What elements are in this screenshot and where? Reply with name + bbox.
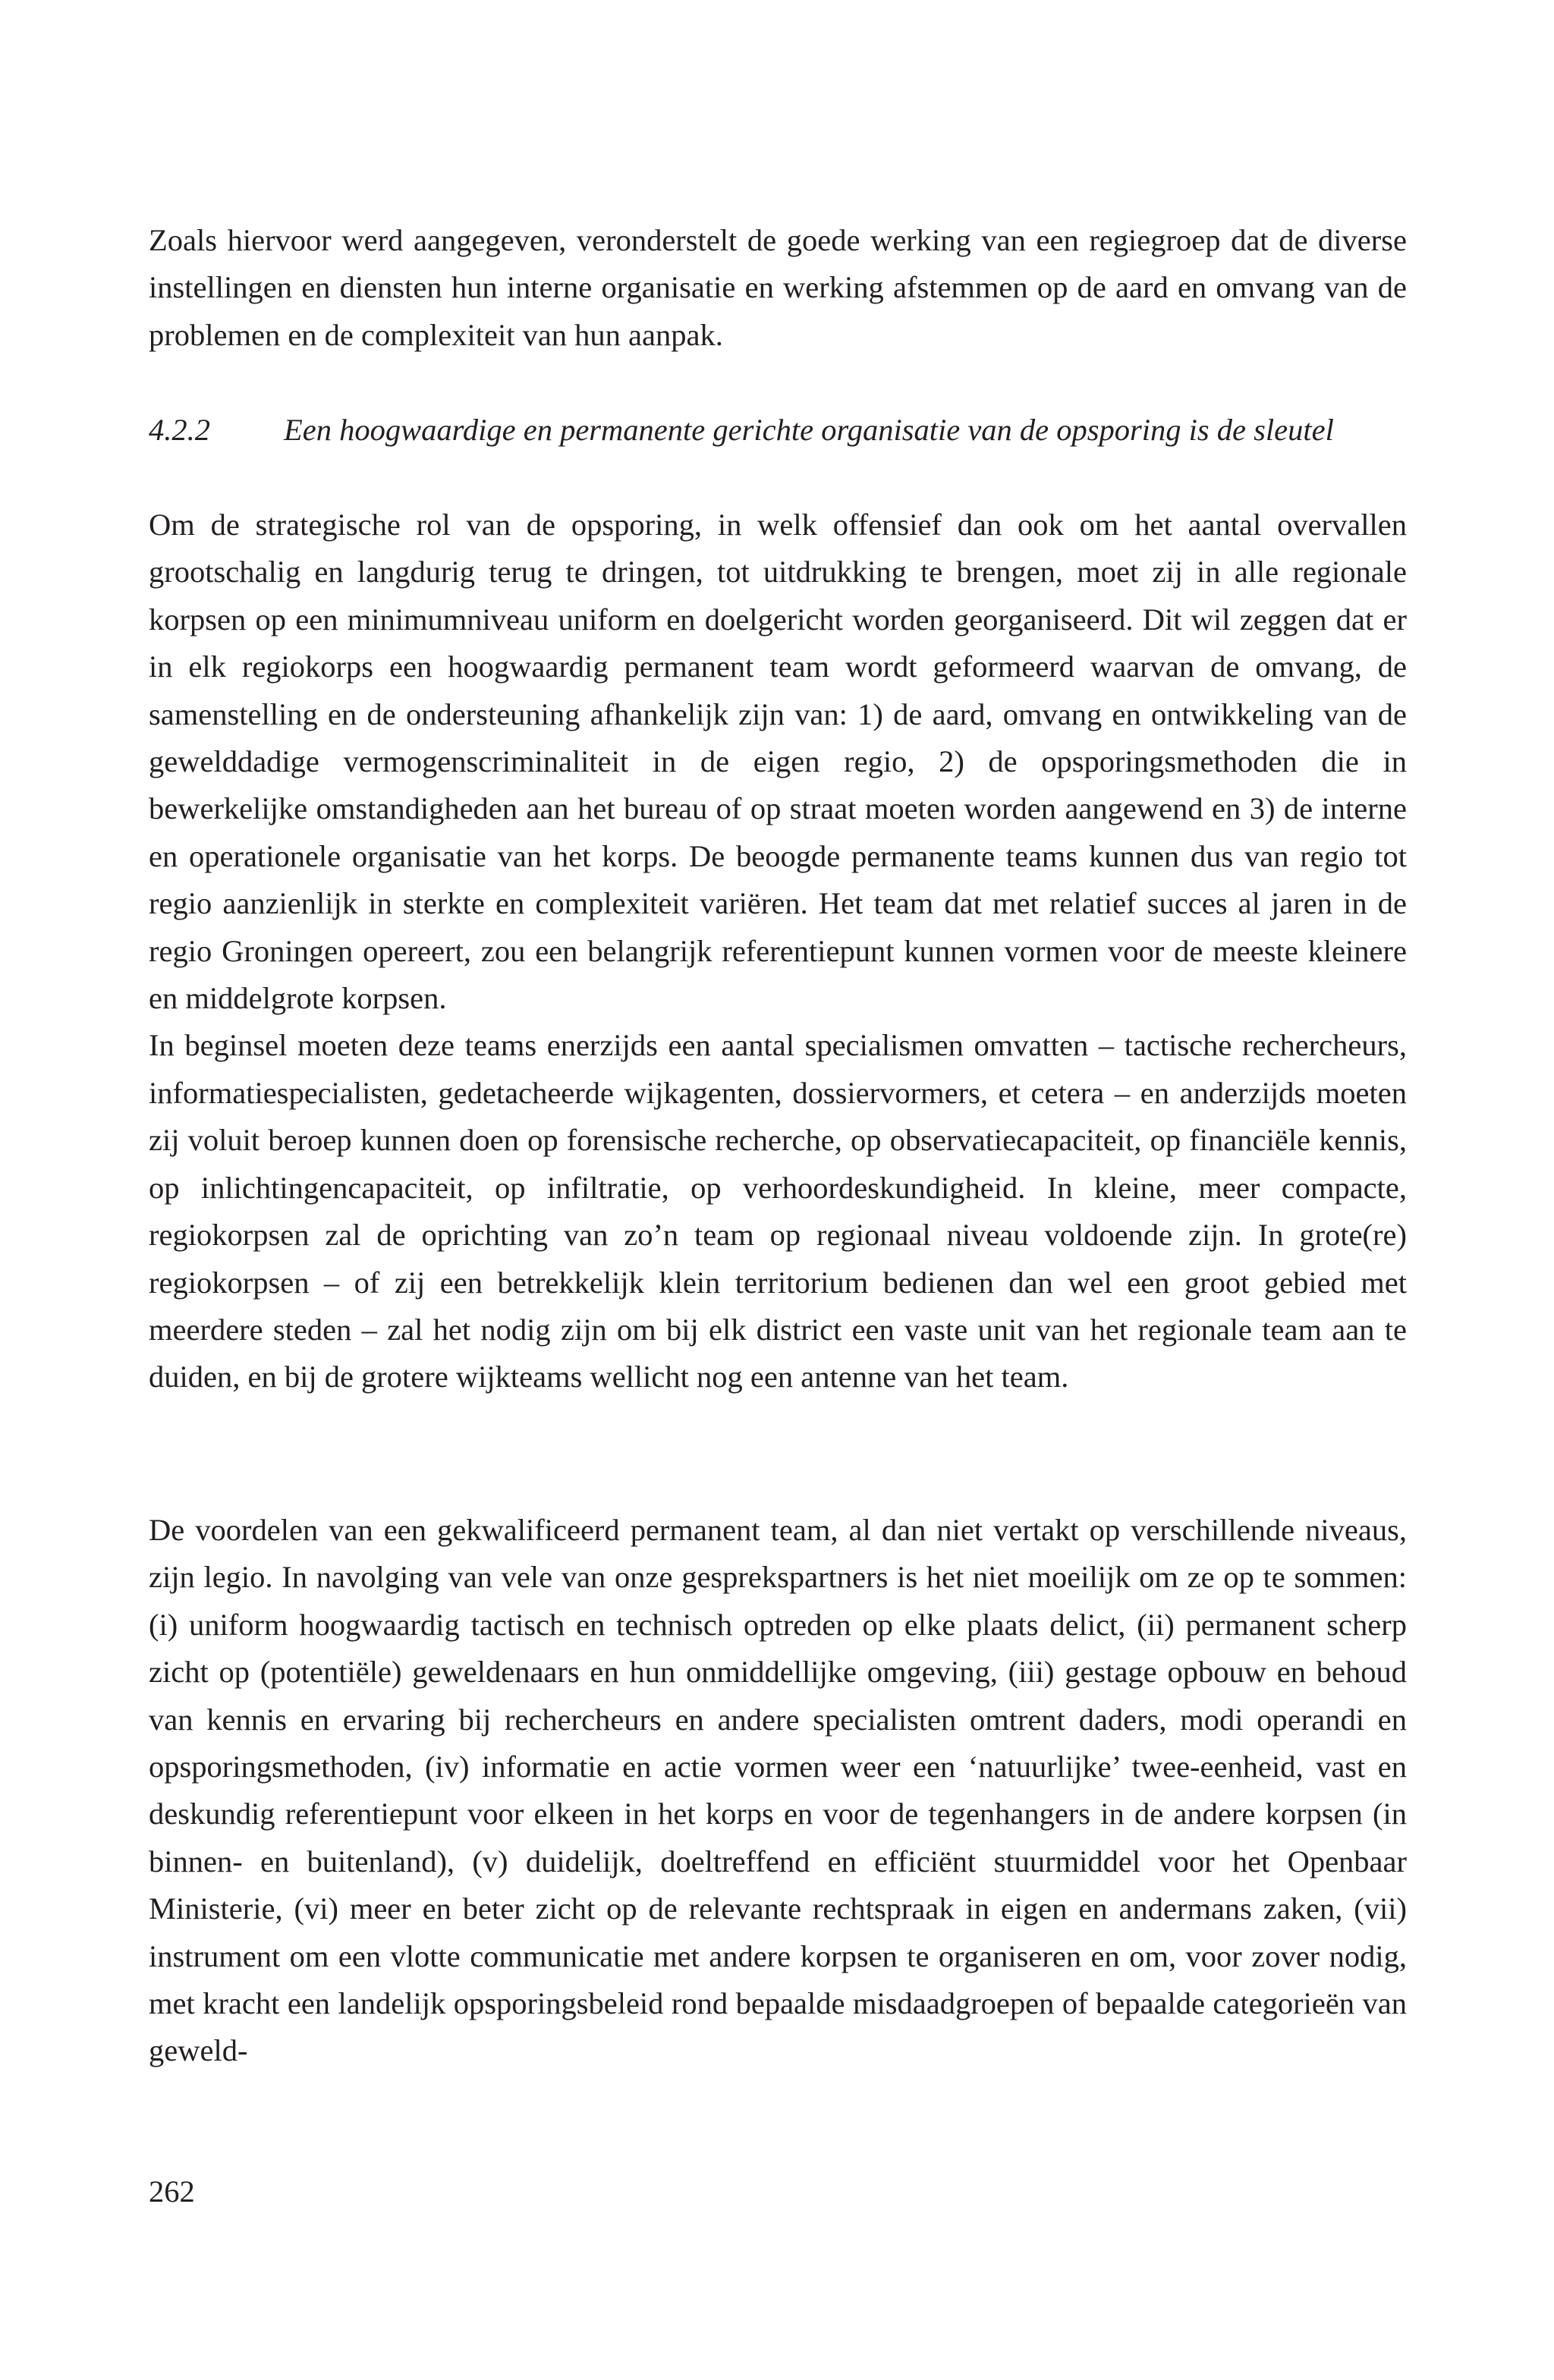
intro-paragraph: Zoals hiervoor werd aangegeven, veronderstelt de goede werking van een regiegroep dat de diverse instellingen en diensten hun interne organisatie en werking afstemmen op de aard en omvang van de problemen en de complexiteit van hun aanpak. — [149, 223, 1407, 352]
section-heading — [149, 407, 1407, 454]
closing-paragraph: De voordelen van een gekwalificeerd permanent team, al dan niet vertakt op verschillende niveaus, zijn legio. In navolging van vele van onze gesprekspartners is het niet moeilijk om ze op te sommen: (i) uniform hoogwaardig tactisch en technisch optreden op elke plaats delict, (ii) permanent scherp zicht op (potentiële) geweldenaars en hun onmiddellijke omgeving, (iii) gestage opbouw en behoud van kennis en ervaring bij rechercheurs en andere specialisten omtrent daders, modi operandi en opsporingsmethoden, (iv) informatie en actie vormen weer een ‘natuurlijke’ twee-eenheid, vast en deskundig referentiepunt voor elkeen in het korps en voor de tegenhangers in de andere korpsen (in binnen- en buitenland), (v) duidelijk, doeltreffend en efficiënt stuurmiddel voor het Openbaar Ministerie, (vi) meer en beter zicht op de relevante rechtspraak in eigen en andermans zaken, (vii) instrument om een vlotte communicatie met andere korpsen te organiseren en om, voor zover nodig, met kracht een landelijk opsporingsbeleid rond bepaalde misdaadgroepen of bepaalde categorieën van geweld- — [149, 1513, 1407, 2068]
body-paragraph: Om de strategische rol van de opsporing, in welk offensief dan ook om het aantal overvallen grootschalig en langdurig terug te dringen, tot uitdrukking te brengen, moet zij in alle regionale korpsen op een minimumniveau uniform en doelgericht worden georganiseerd. Dit wil zeggen dat er in elk regiokorps een hoogwaardig permanent team wordt geformeerd waarvan de omvang, de samenstelling en de ondersteuning afhankelijk zijn van: 1) de aard, omvang en ontwikkeling van de gewelddadige vermogenscriminaliteit in de eigen regio, 2) de opsporingsmethoden die in bewerkelijke omstandigheden aan het bureau of op straat moeten worden aangewend en 3) de interne en operationele organisatie van het korps. De beoogde permanente teams kunnen dus van regio tot regio aanzienlijk in sterkte en complexiteit variëren. Het team dat met relatief succes al jaren in de regio Groningen opereert, zou een belangrijk referentiepunt kunnen vormen voor de meeste kleinere en middelgrote korpsen. — [149, 508, 1407, 1016]
intro-text-block — [149, 217, 1407, 359]
section-body — [149, 501, 1407, 1401]
body-paragraph: In beginsel moeten deze teams enerzijds een aantal specialismen omvatten – tactische rechercheurs, informatiespecialisten, gedetacheerde wijkagenten, dossiervormers, et cetera – en anderzijds moeten zij voluit beroep kunnen doen op forensische recherche, op observatiecapaciteit, op financiële kennis, op inlichtingencapaciteit, op infiltratie, op verhoordeskundigheid. In kleine, meer compacte, regiokorpsen zal de oprichting van zo’n team op regionaal niveau voldoende zijn. In grote(re) regiokorpsen – of zij een betrekkelijk klein territorium bedienen dan wel een groot gebied met meerdere steden – zal het nodig zijn om bij elk district een vaste unit van het regionale team aan te duiden, en bij de grotere wijkteams wellicht nog een antenne van het team. — [149, 1028, 1407, 1394]
closing-text-block — [149, 1507, 1407, 2075]
section-title: Een hoogwaardige en permanente gerichte organisatie van de opsporing is de sleutel — [284, 413, 1334, 447]
section-number: 4.2.2 — [149, 413, 210, 447]
page-number: 262 — [149, 2174, 195, 2209]
